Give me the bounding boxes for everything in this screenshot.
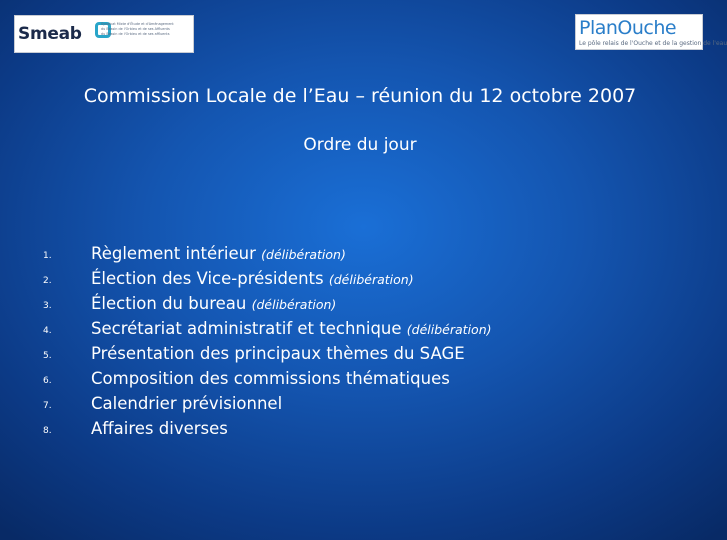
planouche-logo-tagline: Le pôle relais de l'Ouche et de la gestion de l'eau: [579, 40, 727, 47]
smeaboa-logo-tagline: Syndicat Mixte d'Étude et d'Aménagement du Bassin de l'Orbieu et de ses Affluents du Bassin de l'Orbieu et de ses affluents: [101, 22, 174, 36]
agenda-item-note: (délibération): [251, 297, 337, 312]
agenda-item: [0, 293, 660, 318]
agenda-item: [0, 268, 660, 293]
agenda-item-text: Secrétariat administratif et technique: [91, 319, 402, 338]
planouche-logo-wordmark: PlanOuche: [579, 17, 677, 39]
agenda-item-number: 7.: [43, 401, 52, 411]
agenda-item-number: 3.: [43, 301, 52, 311]
slide-subtitle: Ordre du jour: [303, 135, 417, 155]
agenda-item-number: 6.: [43, 376, 52, 386]
agenda-item: [0, 318, 660, 343]
agenda-item-text: Affaires diverses: [91, 419, 228, 438]
agenda-item-number: 4.: [43, 326, 52, 336]
agenda-item-text: Présentation des principaux thèmes du SAGE: [91, 344, 465, 363]
agenda-item-number: 1.: [43, 251, 52, 261]
agenda-item-text: Composition des commissions thématiques: [91, 369, 450, 388]
agenda-item-number: 8.: [43, 426, 52, 436]
agenda-item: [0, 343, 660, 368]
agenda-item-note: (délibération): [328, 272, 414, 287]
agenda-item-text: Élection du bureau: [91, 294, 247, 313]
agenda-item-number: 5.: [43, 351, 52, 361]
agenda-item: [0, 368, 660, 393]
agenda-item: [0, 243, 660, 268]
agenda-item-text: Règlement intérieur: [91, 244, 256, 263]
smeaboa-logo-wordmark: Smeab: [18, 24, 82, 44]
agenda-item: [0, 393, 660, 418]
agenda-item: [0, 418, 660, 443]
agenda-item-number: 2.: [43, 276, 52, 286]
agenda-item-note: (délibération): [406, 322, 492, 337]
slide-title: Commission Locale de l’Eau – réunion du 12 octobre 2007: [83, 85, 637, 107]
agenda-list: [0, 243, 660, 443]
smeaboa-logo: [14, 15, 194, 53]
agenda-item-text: Calendrier prévisionnel: [91, 394, 283, 413]
agenda-item-text: Élection des Vice-présidents: [91, 269, 324, 288]
agenda-item-note: (délibération): [261, 247, 346, 262]
planouche-logo: [575, 14, 727, 50]
